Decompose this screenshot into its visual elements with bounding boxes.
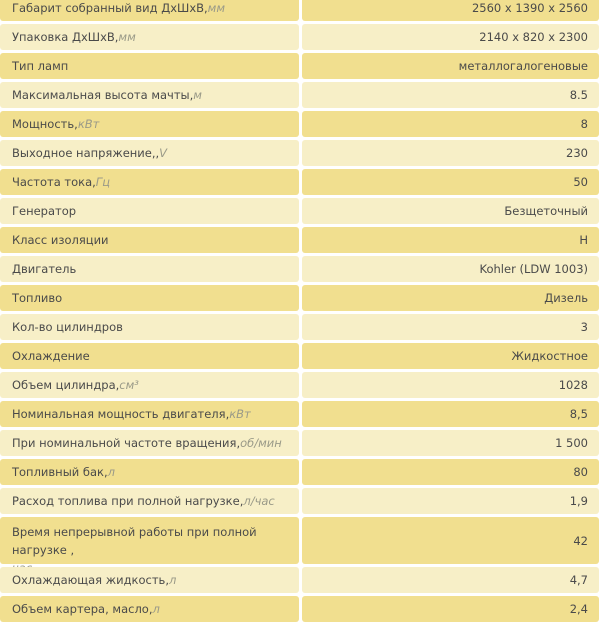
spec-label-text: Частота тока [12, 175, 93, 189]
spec-unit: см³ [119, 378, 139, 392]
spec-label-text: Генератор [12, 204, 77, 218]
spec-unit: об/мин [240, 436, 282, 450]
spec-label [0, 53, 299, 79]
spec-label [0, 198, 299, 224]
table-row [0, 401, 603, 427]
spec-value: 1 500 [302, 430, 599, 456]
spec-label: При номинальной частоте вращения , об/мин [0, 430, 299, 456]
table-row [0, 517, 603, 564]
spec-label: Номинальная мощность двигателя , кВт [0, 401, 299, 427]
spec-value: 80 [302, 459, 599, 485]
table-row [0, 314, 603, 340]
spec-unit: V [159, 146, 168, 160]
spec-label: Частота тока , Гц [0, 169, 299, 195]
table-row [0, 256, 603, 282]
spec-label: Расход топлива при полной нагрузке , л/час [0, 488, 299, 514]
spec-value: 2,4 [302, 596, 599, 622]
spec-label: Выходное напряжение, , V [0, 140, 299, 166]
table-row [0, 169, 603, 195]
table-row [0, 596, 603, 622]
spec-label-text: При номинальной частоте вращения [12, 436, 237, 450]
spec-label-text: Двигатель [12, 262, 77, 276]
spec-value: 50 [302, 169, 599, 195]
table-row [0, 227, 603, 253]
spec-value: металлогалогеновые [302, 53, 599, 79]
spec-label-text: Топливный бак [12, 465, 104, 479]
spec-value: 8,5 [302, 401, 599, 427]
spec-label: Объем цилиндра , см³ [0, 372, 299, 398]
spec-unit: м [193, 88, 202, 102]
spec-label [0, 343, 299, 369]
spec-unit: Гц [95, 175, 111, 189]
table-row [0, 82, 603, 108]
spec-label: Упаковка ДхШхВ , мм [0, 24, 299, 50]
spec-unit: л [168, 573, 177, 587]
spec-label-text: Охлаждающая жидкость [12, 573, 166, 587]
spec-unit: л [152, 602, 160, 616]
spec-label-text: Тип ламп [12, 59, 69, 73]
spec-label-text: Упаковка ДхШхВ [12, 30, 115, 44]
spec-label-text: Габарит собранный вид ДхШхВ [12, 1, 205, 15]
spec-label-text: Охлаждение [12, 349, 90, 363]
table-row [0, 343, 603, 369]
spec-label: Время непрерывной работы при полной нагрузке , [0, 517, 299, 564]
spec-value: 2140 x 820 x 2300 [302, 24, 599, 50]
spec-label-text: Максимальная высота мачты [12, 88, 190, 102]
spec-value: H [302, 227, 599, 253]
table-row [0, 430, 603, 456]
spec-label-text: Кол-во цилиндров [12, 320, 123, 334]
table-row [0, 488, 603, 514]
spec-label-text: Расход топлива при полной нагрузке [12, 494, 240, 508]
spec-unit: кВт [229, 407, 251, 421]
table-row [0, 53, 603, 79]
spec-unit: л [107, 465, 116, 479]
spec-value: 4,7 [302, 567, 599, 593]
spec-value: Дизель [302, 285, 599, 311]
table-row [0, 198, 603, 224]
table-row [0, 111, 603, 137]
spec-value: Kohler (LDW 1003) [302, 256, 599, 282]
spec-value: 1028 [302, 372, 599, 398]
spec-label-text: Номинальная мощность двигателя [12, 407, 226, 421]
table-row [0, 24, 603, 50]
spec-value: 8 [302, 111, 599, 137]
spec-label [0, 227, 299, 253]
spec-label-text: Объем цилиндра [12, 378, 116, 392]
spec-label: Объем картера, масло , л [0, 596, 299, 622]
spec-label: Габарит собранный вид ДхШхВ , мм [0, 0, 299, 21]
spec-value: Безщеточный [302, 198, 599, 224]
table-row [0, 567, 603, 593]
spec-value: 2560 x 1390 x 2560 [302, 0, 599, 21]
spec-value: Жидкостное [302, 343, 599, 369]
table-row [0, 459, 603, 485]
spec-value: 3 [302, 314, 599, 340]
table-row [0, 140, 603, 166]
table-row [0, 285, 603, 311]
spec-label [0, 285, 299, 311]
spec-label-text: Мощность [12, 117, 75, 131]
spec-label: Максимальная высота мачты , м [0, 82, 299, 108]
spec-label [0, 314, 299, 340]
spec-unit: л/час [243, 494, 275, 508]
table-row [0, 372, 603, 398]
spec-unit: мм [207, 1, 226, 15]
spec-label-text: Объем картера, масло [12, 602, 149, 616]
spec-unit: мм [118, 30, 136, 44]
spec-value: 42 [302, 517, 599, 564]
spec-label-text: Время непрерывной работы при полной нагрузке [12, 525, 257, 557]
spec-label: Топливный бак , л [0, 459, 299, 485]
spec-label-text: Класс изоляции [12, 233, 109, 247]
spec-value: 230 [302, 140, 599, 166]
table-row [0, 0, 603, 21]
spec-value: 1,9 [302, 488, 599, 514]
spec-unit: кВт [77, 117, 100, 131]
spec-label: Охлаждающая жидкость , л [0, 567, 299, 593]
spec-label-text: Выходное напряжение, [12, 146, 156, 160]
spec-label [0, 256, 299, 282]
spec-label: Мощность , кВт [0, 111, 299, 137]
spec-label-text: Топливо [12, 291, 63, 305]
spec-value: 8.5 [302, 82, 599, 108]
